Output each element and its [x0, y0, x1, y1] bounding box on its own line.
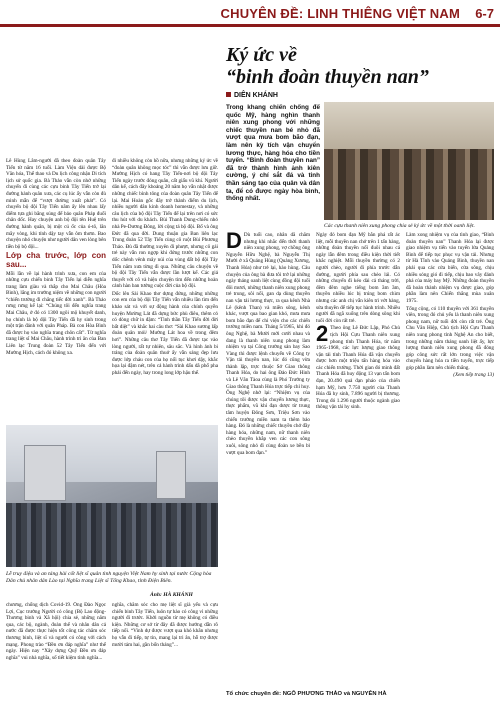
- footer-names: NGÔ PHƯƠNG THẢO và NGUYỄN HÀ: [282, 691, 387, 697]
- article-author: [226, 92, 278, 99]
- photo-monument-2: [156, 451, 186, 499]
- memorial-ceremony-photo: [6, 425, 218, 567]
- left-story-column-1: [6, 158, 106, 420]
- article-body-3-text: Theo ông Lê Đức Lập, Phó Chủ tịch Hội Cựu Thanh niên xung phong tỉnh Thanh Hóa, từ năm 1965-1968, các lực lượng giao thông vận tải tỉnh Thanh Hóa đã vận chuyển được hơn một triệu tấn hàng hóa vào các chiến trường. Thời gian đó mình đất Thanh Hóa đã huy động 13 vạn tấn bom đạn, 20.490 quả đạn pháo của chiến hạm Mỹ, hơn 7.750 người của Thanh Hóa đã hy sinh, 7.896 người bị thương. Trong đó 1.296 người thuộc ngành giao thông vận tải hy sinh.: [316, 325, 400, 411]
- author-name: DIÊN KHÁNH: [234, 92, 278, 99]
- page-number: 6-7: [475, 6, 494, 21]
- mid-story-text-2: Dốc lên Sài Khao thơ dựng đứng, những những con em của bộ đội Tây Tiến vẫn nhiều lần tìm đến khảo sát và với sự động hành của chính quyền huyện Mường Lát đã dựng bức phù điêu, thêm cỏ có dòng chữ in đậm: “Tình thần Tây Tiến đời đời bất diệt” và khắc hai câu thơ: “Sài Khao sương lấp đoàn quân mỏi/ Mường Lát hoa về trong đêm hơi”. Những câu thơ Tây Tiến đã được tạc vào lòng người, rất tự nhiên, sâu sắc. Và hình ảnh bi tráng của đoàn quân thuở ấy vẫn sáng đẹp lưu được lớp cháu con của họ nối tục khơi dậy, khắc họa lại đậm nét, trên cả hành trình dấu dã phổ pha phải đến ngày, hay trong long lớp hậu thế.: [112, 290, 218, 376]
- article-body-2: Ngày đó bom đạn Mỹ bắn phá rất ác liệt, mỗi thuyền nan chở trên 1 tấn hàng, những đoàn thuyền nối đuôi nhau cá ngày lẫn đêm trong điều kiện thời tiết khắc nghiệt. Mỗi thuyền thường có 2 người chèo, người đi phía trước dẫn đường, người phía sau chèo lái. Có những chuyến đi kéo dài cả tháng trời, đêm đêm nghe tiếng bom ầm ầm, thuyền nhiều lúc bị trúng bom chìm nhưng các anh chị vẫn kiên trì vớt hàng, sửa thuyền để tiếp tục hành trình. Nhiều người đã ngã xuống trên dòng sông khi tuổi đời còn rất trẻ.: [316, 232, 400, 324]
- left-story-column-2: [112, 158, 218, 420]
- sub-heading: Lớp cha trước, lớp con sau...: [6, 251, 106, 269]
- article-body-5: Tổng cộng, có 110 thuyền với 361 thuyền viên, trong đó chủ yếu là thanh niên xung phong nam, nữ tuổi đời còn rất trẻ. Ông Chu Văn Hiệp, Chủ tịch Hội Cựu Thanh niên xung phong tỉnh Nghệ An cho biết, trong những năm tháng oanh liệt ấy, lực lượng thanh niên xung phong đã đóng góp công sức rất lớn trong việc vận chuyển hàng hóa ra tiền tuyến, trực tiếp góp phần làm nên chiến thắng.: [406, 305, 494, 371]
- photo-room: [324, 102, 494, 149]
- footer-credit: [226, 691, 387, 697]
- page-header: [0, 4, 500, 24]
- veterans-photo-caption: Các cựu thanh niên xung phong chia sẻ ký ức về một thời oanh liệt.: [324, 223, 475, 229]
- mid-story-text-3: nghĩa, chăm sóc cho mẹ liệt sĩ già yếu và cựu chiến binh Tây Tiến, luôn tự hào có công vì những người đi trước. Khởi nguồn từ mẹ không có điều kiện. Những cơ sở từ đây đã được hướng dẫn rõ tiếp nối. “Vinh dự được vượt qua khó khăn nhưng họ vẫn đi tiếp, tự tin, mang lại tri ân, hỗ trợ được mười tám hai, gần bốn tháng”...: [112, 602, 218, 648]
- photo-crowd: [6, 503, 218, 567]
- continued-note: (Xem tiếp trang 13): [453, 372, 494, 379]
- left-story-text-2: Mỗi lần về lại hành trình xưa, con em của những cựu chiến binh Tây Tiến lại diễn nghĩa trang làm giàu và thắp cho Mai Châu (Hòa Bình), lắng im trưởng niệm về những con người “chiến trường đi chẳng tiếc đời xanh”. Bà Thảo rưng rưng kể lại: “Chúng tôi đến nghĩa trang Mai Châu, ở đó có 1300 ngôi mộ khuyết danh, họ chính là bộ đội Tây Tiến đã hy sinh trong một trận đánh với quân Pháp. Bà con Hòa Bình đã được họ vào nghĩa trang chôn cất”. Từ nghĩa trang liệt sĩ Mai Châu, hành trình tri ân của Ban Liên lạc Trung đoàn 52 Tây Tiến đến với Mường Hịch, cách đó không xa.: [6, 270, 106, 356]
- article-title: [226, 44, 429, 88]
- author-marker: [226, 92, 231, 97]
- photo-credit: Ảnh: HÀ KHÁNH: [150, 592, 193, 598]
- article-column-3: [406, 232, 494, 688]
- article-title-line1: Ký ức về: [226, 44, 297, 66]
- footer-label: Tổ chức chuyên đề:: [226, 691, 282, 697]
- section-title: CHUYÊN ĐỀ: LINH THIÊNG VIỆT NAM: [220, 6, 460, 21]
- mid-story-text-1: đi nhiều không còn hồ nữa, nhưng những ký ức về “đoàn quân không mọc tóc” thì vẫn được lưu giữ. Mường Hịch có hang Tây Tiến-nơi bộ đội Tây Tiến ngày trước đóng quân, cất giấu vũ khí. Người dân kể, cách đây khoảng 20 năm họ vẫn nhặt được những chiếc bình tông của đoàn quân Tây Tiến để lại. Mai Hoàn gốc đây trở thành điểm du lịch, nhiều người dân kinh doanh homestay, và những câu lịch của bộ đội Tây Tiến để lại trên nơi có sức thu hút với du khách. Bùi Thanh Dung-chiếu nhỏ nhà Pe-Dương Đông, lời cộng tá bộ đội. Bố và ông Đức đã qua đời. Dung thuận gia Ban liên lạc Trung đoàn 52 Tây Tiến cùng cô ruột Bùi Phương Thảo. Đủ đã thường xuyên đi phượt, nhưng cô gái trẻ này vẫn ron ngợp khi đứng trước những con dốc chênh vênh mây núi của vùng đất bộ đội Tây Tiến năm xưa từng đi qua. Những câu chuyện về bộ đội Tây Tiến vẫn được lần lượt kể. Các giả thuyết với cô và hiện chuyện tìm đến những hoàn cảnh hàn ban tưởng cuộc đời của bộ đội.: [112, 158, 218, 290]
- article-lead: Trong khang chiến chống đế quốc Mỹ, hàng nghìn thanh niên xung phong với những chiếc thuyền nan bé nhỏ đã vượt qua mưa bom bão đạn, làm nên kỳ tích vận chuyển lương thực, hàng hóa cho tiền tuyến. “Binh đoàn thuyền nan” đã trở thành hình ảnh kiên cường, ý chí sắt đá và tinh thần sáng tạo của quân và dân ta, để có được ngày hòa bình, thống nhất.: [226, 104, 320, 203]
- left-story-text-1: Lê Hùng Lâm-người đã theo đoàn quân Tây Tiến từ năm 16 tuổi. Làm Viện dài được Bộ Văn hóa, Thể thao và Du lịch công nhận Di tích lịch sử quốc gia. Bà Thảo vẫn còn nhớ những chuyến đi cùng các cựu binh Tây Tiến trở lại đường hành quân xưa, các cụ lúc ấy vẫn còn đủ minh mẫn để “vượt đường xuất phát”. Có chuyến bộ đội Tây Tiến năm ấy lên nhau lấy điểm tựa ghi bằng súng để bảo quân Pháp đuổi chân dốc. Hay chuyện anh bộ đội tên Huệ trên đường hành quân, bị một cú ốc của ó-tô, lăn mãy vòng, khi tỉnh dậy tay vẫn ôm thơm. Bao chuyện nhỏ chuyện như người dân ven lòng bên tiền bộ bộ đội...: [6, 158, 106, 250]
- left-story-column-3: [6, 602, 106, 702]
- article-body-3: [316, 321, 400, 411]
- header-rule: [0, 24, 500, 27]
- photo-caption: Lễ truy điệu và an táng hài cốt liệt sĩ quân tình nguyện Việt Nam hy sinh tại nước Cộng hòa Dân chủ nhân dân Lào tại Nghĩa trang Liệt sĩ Tổng Khao, tỉnh Điện Biên.: [6, 571, 212, 584]
- article-title-line2: “binh đoàn thuyền nan”: [226, 66, 429, 88]
- photo-monument: [24, 445, 66, 501]
- article-body-4: Làm xong nhiệm vụ của tình giao, “Binh đoàn thuyền nan” Thanh Hóa lại được giao nhiệm vụ tiến vào tuyến lửa Quảng Bình để tiếp tục phục vụ vận tải. Nhưng từ Hà Tĩnh vào Quảng Bình, thuyền nan phải qua các cửa biển, cửa sông, chịu nhiều sóng gió đi tiếp, chịu bao vây đánh phá của máy bay Mỹ. Những đoàn thuyền đã hoàn thành nhiệm vụ được giao, góp phần làm nên Chiến thắng mùa xuân 1975.: [406, 232, 494, 304]
- photo-veterans-group: [324, 149, 494, 220]
- dropcap-1: D: [226, 232, 242, 253]
- article-column-1: [226, 232, 310, 688]
- article-column-2: [316, 232, 400, 688]
- dropcap-2: 2: [316, 321, 329, 347]
- article-body-1: [226, 232, 310, 456]
- left-story-column-4: [112, 602, 218, 702]
- article-body-1-text: Dù tuổi cao, nhân dã chăm nhưng khi nhắc đến thời thanh niên xung phong, vợ chồng ông Nguyễn Hữu Nghệ, bà Nguyễn Thị Mười ở xã Quảng Hùng (Quảng Xương, Thanh Hóa) như trẻ lại, hào hùng. Câu chuyện của ông bà đưa tôi trở lại những ngày tháng oanh liệt cùng đồng đội tuổi đôi mươi, những thanh niên xung phong trẻ trung, sôi nổi, gan dạ dùng thuyền nan vận tải lương thực, ra qua kênh Nhà Lê (kênh Than) và miền sông, kênh khác, vượt qua bao gian khó, mưa mưa bom bão đạn để chi viện cho các chiến trường miền nam. Tháng 5/1965, khi đó ông Nghệ, bà Mười mới cưới nhau và đang là thanh niên xung phong làm nhiệm vụ tại Công trường sản bay Sao Vàng thì được lệnh chuyển về Công ty Vận tải thuyền nan, lúc đó cũng vừa thành lập, trực thuộc Sở Giao thông Thanh Hóa, do hai ông Đảo Đức Hinh và Lê Văn Tàoa cùng là Phó Trưởng ty Giao thông Thanh Hóa trực tiếp chỉ huy. Ông Nghệ nhớ lại: “Nhiệm vụ của chúng tôi được vận chuyển lương thực, thực phẩm, vũ khí đạn dược từ trung tâm huyện Đông Sơn, Triệu Sơn vào chiến trường miền nam ta thêm bảo hàng. Đó là những chiếc thuyền chở đầy hàng hóa, những nam, nữ thanh niên chèo thuyền khắp ven các con sông xuôi, sông nhỏ đi cùng đoàn xe bền bỉ vượt qua bom đạn.”: [226, 232, 310, 456]
- veterans-photo: [324, 102, 494, 220]
- left-story-text-3: chương, chống dịch Covid-19. Ông Đào Ngọc Lợi, Cục trưởng Người có công (Bộ Lao động-Thương binh và Xã hội) chia sẻ, những năm qua, các bộ, ngành, đoàn thể và nhân dân cả nước đã được thực hiện tốt công tác chăm sóc thương binh, liệt sĩ và người có công với cách mạng. Phong trào “Đền ơn đáp nghĩa” như thế ngày. Hiện nay “Xây dựng Quỹ Đền ơn đáp nghĩa” vui nhà nghĩa, số tiết kiệm tình nghĩa...: [6, 602, 106, 661]
